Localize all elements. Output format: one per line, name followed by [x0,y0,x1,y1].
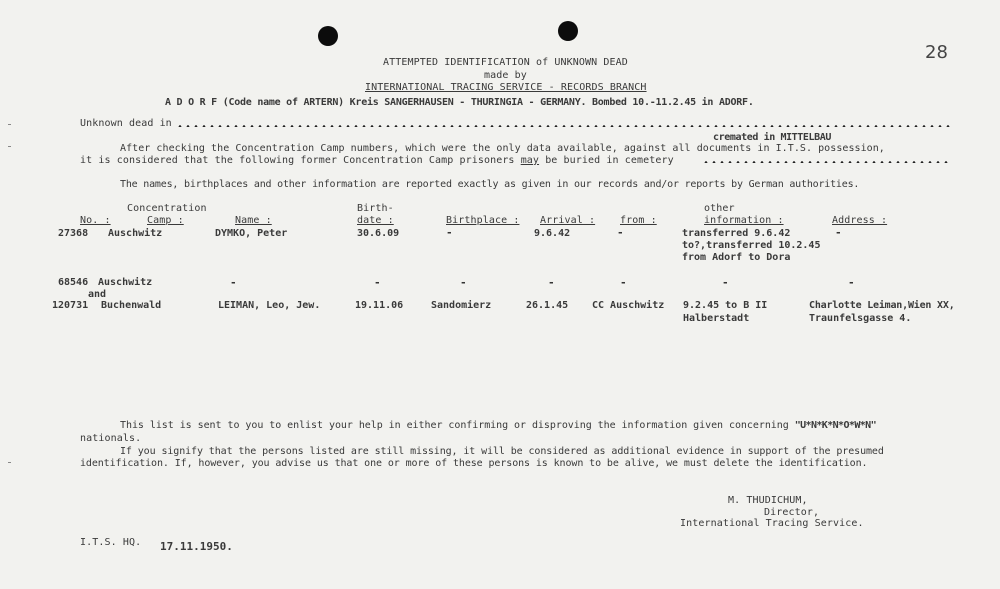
header-birthplace: Birthplace : [446,215,520,226]
title-line-2: made by [484,70,527,81]
row-camp: Buchenwald [101,300,162,311]
dotted-leader [176,125,952,127]
row-birthplace: Sandomierz [431,300,492,311]
row-other-2: Halberstadt [683,313,750,324]
punch-hole-left [318,26,338,46]
row-camp: Auschwitz [108,228,163,239]
signatory-org: International Tracing Service. [680,518,864,529]
signatory-name: M. THUDICHUM, [728,495,808,506]
row-address-2: Traunfelsgasse 4. [809,313,912,324]
hq-label: I.T.S. HQ. [80,537,142,548]
intro-text-b: be buried in cemetery [545,155,674,166]
footer-text-a: This list is sent to you to enlist your help in either confirming or disproving the information given concerning [120,420,789,431]
row-number: 120731 [52,300,89,311]
row-address: - [835,226,842,239]
may-underlined: may [520,155,540,166]
records-note: The names, birthplaces and other information are reported exactly as given in our records and/or reports by German authorities. [120,179,860,190]
location-line: A D O R F (Code name of ARTERN) Kreis SANGERHAUSEN - THURINGIA - GERMANY. Bombed 10.-11.2.45 in ADORF. [165,97,754,108]
header-from: from : [620,215,657,226]
row-from: - [617,226,624,239]
title-line-1: ATTEMPTED IDENTIFICATION of UNKNOWN DEAD [383,57,628,68]
row-other-1: transferred 9.6.42 [682,228,791,239]
row-number: 68546 [58,277,89,288]
footer-line-2: nationals. [80,433,142,444]
intro-text-a: it is considered that the following former Concentration Camp prisoners [80,155,515,166]
dotted-leader-2 [702,161,952,163]
margin-mark [8,124,11,125]
row-name: LEIMAN, Leo, Jew. [218,300,321,311]
header-name: Name : [235,215,272,226]
row-other: - [722,276,729,289]
footer-line-1 [120,420,876,431]
margin-mark [8,146,11,147]
row-arrival: - [548,276,555,289]
row-arrival: 9.6.42 [534,228,571,239]
row-other-3: from Adorf to Dora [682,252,791,263]
footer-line-3: If you signify that the persons listed are still missing, it will be considered as additional evidence in support of the presumed [120,446,884,457]
row-address: - [848,276,855,289]
row-other-1: 9.2.45 to B II [683,300,768,311]
inserted-note: cremated in MITTELBAU [713,132,832,143]
row-from: CC Auschwitz [592,300,665,311]
header-birthdate: date : [357,215,394,226]
row-arrival: 26.1.45 [526,300,569,311]
header-arrival: Arrival : [540,215,596,226]
row-address-1: Charlotte Leiman,Wien XX, [809,300,955,311]
unknown-dead-label: Unknown dead in [80,118,172,129]
header-other-info: information : [704,215,784,226]
page-number: 28 [925,42,948,63]
row-camp: Auschwitz [98,277,153,288]
row-other-2: to?,transferred 10.2.45 [682,240,821,251]
and-connector: and [88,289,107,300]
row-birthdate: - [374,276,381,289]
row-from: - [620,276,627,289]
row-name: - [230,276,237,289]
punch-hole-right [558,21,578,41]
footer-line-4: identification. If, however, you advise us that one or more of these persons is known to be alive, we must delete the identification. [80,458,868,469]
header-address: Address : [832,215,888,226]
intro-paragraph-line-1: After checking the Concentration Camp numbers, which were the only data available, against all documents in I.T.S. possession, [120,143,885,154]
header-camp: Camp : [147,215,184,226]
row-birthdate: 30.6.09 [357,228,400,239]
header-camp-top: Concentration [127,203,207,214]
header-birth-top: Birth- [357,203,394,214]
header-other-top: other [704,203,735,214]
hq-date: 17.11.1950. [160,540,233,553]
row-name: DYMKO, Peter [215,228,288,239]
row-birthplace: - [446,226,453,239]
margin-mark [8,462,11,463]
unknown-spaced: "U*N*K*N*O*W*N" [794,420,876,431]
row-birthdate: 19.11.06 [355,300,404,311]
header-no: No. : [80,215,111,226]
row-number: 27368 [58,228,89,239]
title-line-3: INTERNATIONAL TRACING SERVICE - RECORDS BRANCH [365,82,647,93]
row-birthplace: - [460,276,467,289]
intro-paragraph-line-2 [80,155,674,166]
signatory-title: Director, [764,507,820,518]
